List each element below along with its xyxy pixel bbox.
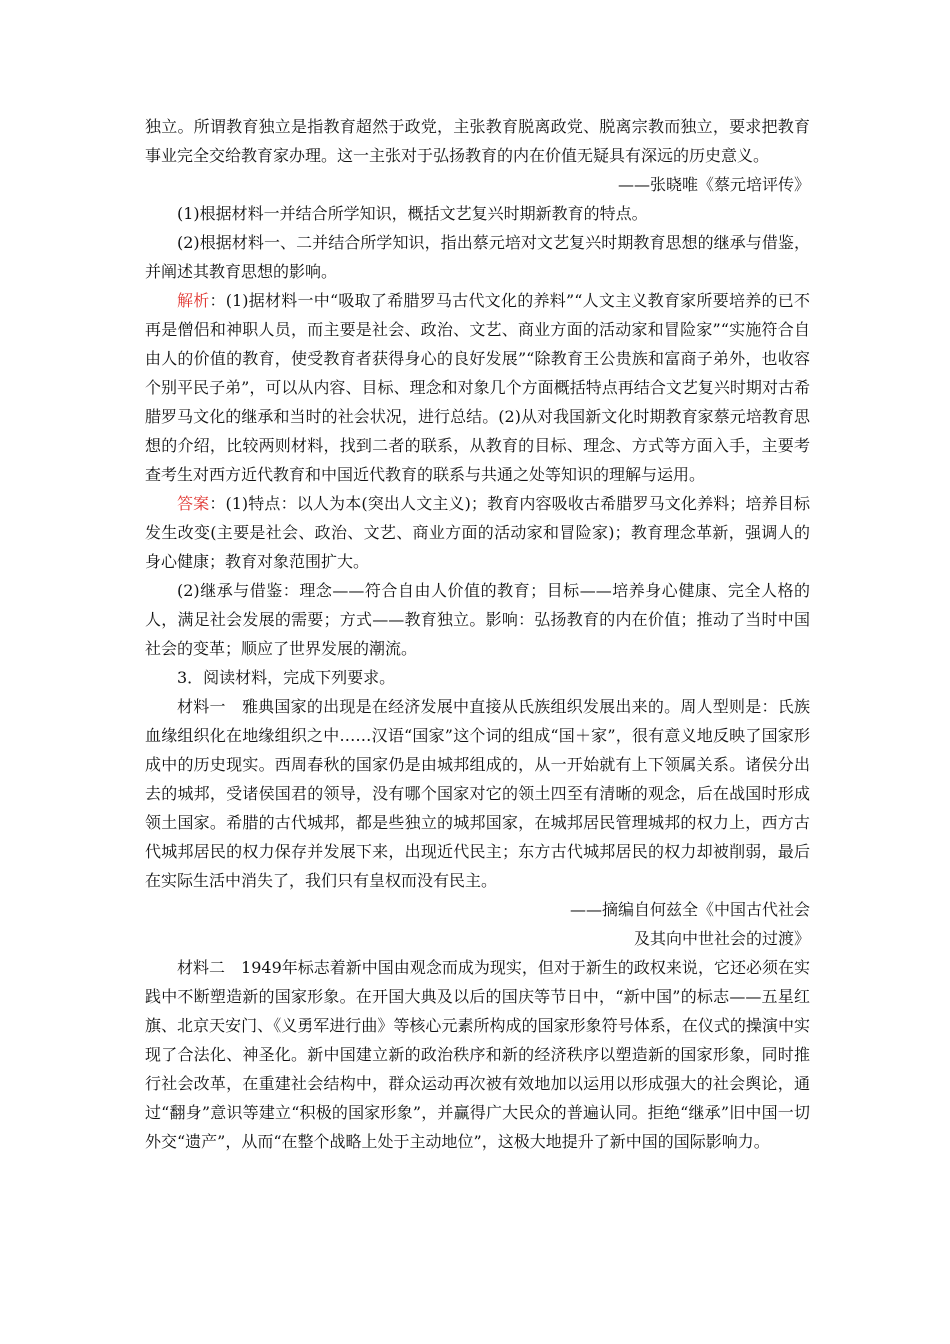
document-page — [145, 112, 810, 1156]
analysis-paragraph — [145, 286, 810, 489]
answer-paragraph-2: (2)继承与借鉴：理念——符合自由人价值的教育；目标——培养身心健康、完全人格的人，满足社会发展的需要；方式——教育独立。影响：弘扬教育的内在价值；推动了当时中国社会的变革；顺应了世界发展的潮流。 — [145, 581, 810, 658]
answer-text-1: ：(1)特点：以人为本(突出人文主义)；教育内容吸收古希腊罗马文化养料；培养目标发生改变(主要是社会、政治、文艺、商业方面的活动家和冒险家)；教育理念革新，强调人的身心健康；教育对象范围扩大。 — [145, 494, 810, 571]
answer-label: 答案 — [177, 494, 210, 513]
question-3: 3．阅读材料，完成下列要求。 — [177, 668, 396, 687]
question-1: (1)根据材料一并结合所学知识，概括文艺复兴时期新教育的特点。 — [177, 204, 648, 223]
material-1: 材料一 雅典国家的出现是在经济发展中直接从氏族组织发展出来的。周人型则是：氏族血缘组织化在地缘组织之中……汉语“国家”这个词的组成“国＋家”，很有意义地反映了国家形成中的历史现实。西周春秋的国家仍是由城邦组成的，从一开始就有上下领属关系。诸侯分出去的城邦，受诸侯国君的领导，没有哪个国家对它的领土四至有清晰的观念，后在战国时形成领土国家。希腊的古代城邦，都是些独立的城邦国家，在城邦居民管理城邦的权力上，西方古代城邦居民的权力保存并发展下来，出现近代民主；东方古代城邦居民的权力却被削弱，最后在实际生活中消失了，我们只有皇权而没有民主。 — [145, 697, 810, 890]
question-2: (2)根据材料一、二并结合所学知识，指出蔡元培对文艺复兴时期教育思想的继承与借鉴，并阐述其教育思想的影响。 — [145, 233, 810, 281]
source-citation-1: ——张晓唯《蔡元培评传》 — [617, 175, 810, 194]
material-2: 材料二 1949年标志着新中国由观念而成为现实，但对于新生的政权来说，它还必须在实践中不断塑造新的国家形象。在开国大典及以后的国庆等节日中，“新中国”的标志——五星红旗、北京天安门、《义勇军进行曲》等核心元素所构成的国家形象符号体系，在仪式的操演中实现了合法化、神圣化。新中国建立新的政治秩序和新的经济秩序以塑造新的国家形象，同时推行社会改革，在重建社会结构中，群众运动再次被有效地加以运用以形成强大的社会舆论，通过“翻身”意识等建立“积极的国家形象”，并赢得广大民众的普遍认同。拒绝“继承”旧中国一切外交“遗产”，从而“在整个战略上处于主动地位”，这极大地提升了新中国的国际影响力。 — [145, 958, 810, 1151]
source-citation-2-line-1: ——摘编自何兹全《中国古代社会 — [569, 900, 810, 919]
analysis-text: ：(1)据材料一中“吸取了希腊罗马古代文化的养料”“人文主义教育家所要培养的已不再是僧侣和神职人员，而主要是社会、政治、文艺、商业方面的活动家和冒险家”“实施符合自由人的价值的教育，使受教育者获得身心的良好发展”“除教育王公贵族和富商子弟外，也收容个别平民子弟”，可以从内容、目标、理念和对象几个方面概括特点再结合文艺复兴时期对古希腊罗马文化的继承和当时的社会状况，进行总结。(2)从对我国新文化时期教育家蔡元培教育思想的介绍，比较两则材料，找到二者的联系，从教育的目标、理念、方式等方面入手，主要考查考生对西方近代教育和中国近代教育的联系与共通之处等知识的理解与运用。 — [145, 291, 810, 484]
source-citation-2-line-2: 及其向中世社会的过渡》 — [633, 929, 810, 948]
analysis-label: 解析 — [177, 291, 210, 310]
answer-paragraph-1 — [145, 489, 810, 576]
intro-paragraph: 独立。所谓教育独立是指教育超然于政党，主张教育脱离政党、脱离宗教而独立，要求把教育事业完全交给教育家办理。这一主张对于弘扬教育的内在价值无疑具有深远的历史意义。 — [145, 117, 810, 165]
source-citation-2 — [145, 895, 810, 953]
